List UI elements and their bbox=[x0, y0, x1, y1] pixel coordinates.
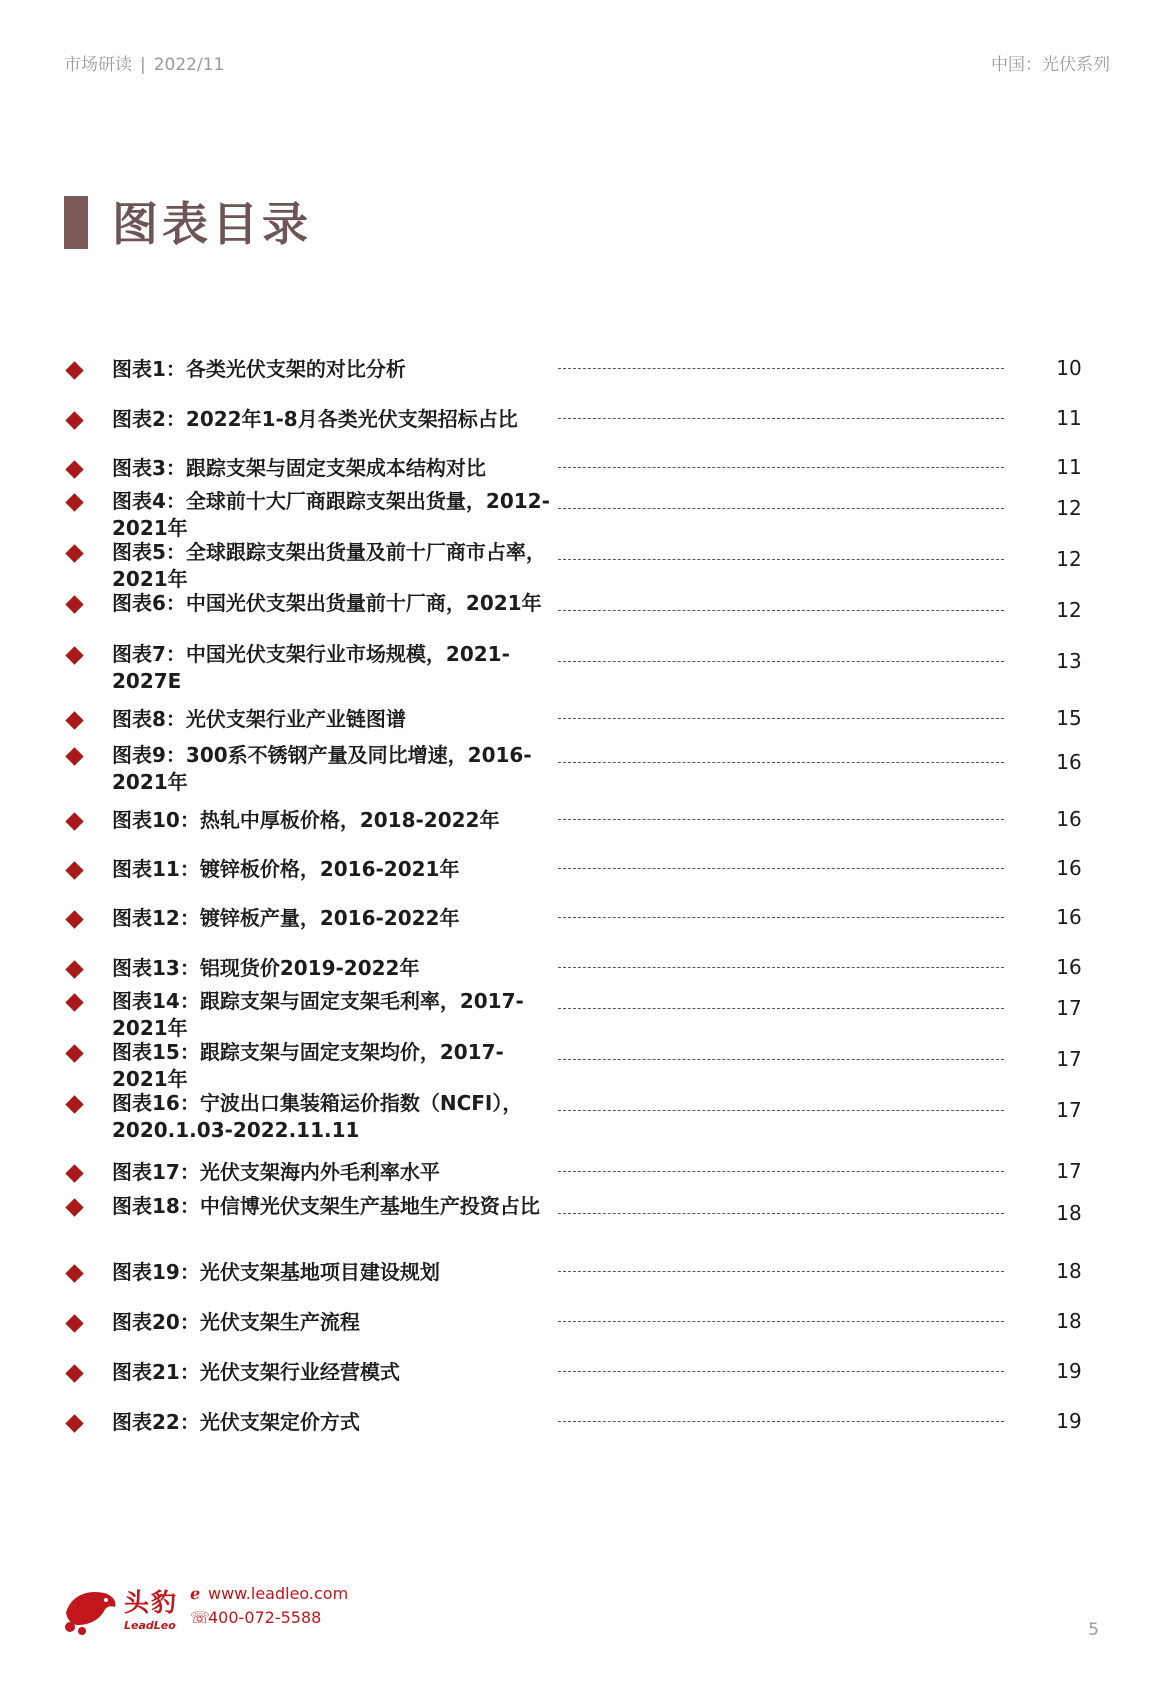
toc-item-page: 19 bbox=[1056, 1359, 1082, 1383]
header-series: 中国：光伏系列 bbox=[991, 55, 1110, 75]
toc-item-page: 15 bbox=[1056, 706, 1082, 730]
header-date: 2022/11 bbox=[153, 55, 225, 75]
diamond-bullet-icon bbox=[65, 960, 83, 978]
page-title: 图表目录 bbox=[112, 197, 312, 251]
dotted-leader bbox=[558, 1059, 1004, 1060]
toc-item-label: 图表5：全球跟踪支架出货量及前十厂商市占率，2021年 bbox=[112, 540, 546, 591]
dotted-leader bbox=[558, 1008, 1004, 1009]
dotted-leader bbox=[558, 868, 1004, 869]
dotted-leader bbox=[558, 368, 1004, 369]
toc-item-page: 10 bbox=[1056, 356, 1082, 380]
toc-item-page: 17 bbox=[1056, 996, 1082, 1020]
title-accent-bar bbox=[64, 196, 88, 249]
diamond-bullet-icon bbox=[65, 711, 83, 729]
dotted-leader bbox=[558, 418, 1004, 419]
dotted-leader bbox=[558, 1321, 1004, 1322]
dotted-leader bbox=[558, 1371, 1004, 1372]
toc-item-label: 图表17：光伏支架海内外毛利率水平 bbox=[112, 1160, 440, 1184]
report-header-left bbox=[64, 50, 224, 75]
toc-item[interactable] bbox=[64, 1194, 1104, 1257]
diamond-bullet-icon bbox=[65, 361, 83, 379]
toc-item-label: 图表1：各类光伏支架的对比分析 bbox=[112, 357, 406, 381]
diamond-bullet-icon bbox=[65, 1414, 83, 1432]
toc-item[interactable] bbox=[64, 1091, 1104, 1154]
dotted-leader bbox=[558, 967, 1004, 968]
phone-contact bbox=[190, 1608, 321, 1627]
toc-item-page: 11 bbox=[1056, 406, 1082, 430]
toc-item-page: 16 bbox=[1056, 856, 1082, 880]
toc-item-label: 图表15：跟踪支架与固定支架均价，2017-2021年 bbox=[112, 1040, 504, 1091]
toc-item[interactable] bbox=[64, 1259, 1104, 1315]
toc-item-page: 17 bbox=[1056, 1159, 1082, 1183]
dotted-leader bbox=[558, 1421, 1004, 1422]
diamond-bullet-icon bbox=[65, 1364, 83, 1382]
diamond-bullet-icon bbox=[65, 812, 83, 830]
toc-item-label: 图表4：全球前十大厂商跟踪支架出货量，2012-2021年 bbox=[112, 489, 550, 540]
toc-item-label: 图表11：镀锌板价格，2016-2021年 bbox=[112, 857, 460, 881]
web-icon: ℯ bbox=[190, 1584, 201, 1603]
dotted-leader bbox=[558, 819, 1004, 820]
toc-item-page: 18 bbox=[1056, 1201, 1082, 1225]
toc-item-page: 16 bbox=[1056, 905, 1082, 929]
toc-item-page: 18 bbox=[1056, 1309, 1082, 1333]
dotted-leader bbox=[558, 661, 1004, 662]
header-separator: | bbox=[140, 55, 146, 75]
website-text: www.leadleo.com bbox=[208, 1584, 349, 1603]
diamond-bullet-icon bbox=[65, 910, 83, 928]
toc-item-label: 图表20：光伏支架生产流程 bbox=[112, 1310, 360, 1334]
toc-item-label: 图表22：光伏支架定价方式 bbox=[112, 1410, 360, 1434]
toc-item-page: 17 bbox=[1056, 1098, 1082, 1122]
website-link[interactable] bbox=[190, 1584, 348, 1603]
toc-item-label: 图表6：中国光伏支架出货量前十厂商，2021年 bbox=[112, 591, 542, 615]
toc-item-page: 12 bbox=[1056, 598, 1082, 622]
header-section: 市场研读 bbox=[64, 55, 132, 75]
toc-item-label: 图表16：宁波出口集装箱运价指数（NCFI），2020.1.03-2022.11.11 bbox=[112, 1091, 523, 1142]
toc-item[interactable] bbox=[64, 642, 1104, 705]
dotted-leader bbox=[558, 610, 1004, 611]
dotted-leader bbox=[558, 718, 1004, 719]
toc-item-page: 12 bbox=[1056, 496, 1082, 520]
toc-item[interactable] bbox=[64, 1359, 1104, 1415]
dotted-leader bbox=[558, 508, 1004, 509]
toc-item-label: 图表14：跟踪支架与固定支架毛利率，2017-2021年 bbox=[112, 989, 524, 1040]
diamond-bullet-icon bbox=[65, 411, 83, 429]
toc-item-label: 图表19：光伏支架基地项目建设规划 bbox=[112, 1260, 440, 1284]
toc-item-page: 18 bbox=[1056, 1259, 1082, 1283]
toc-item-label: 图表3：跟踪支架与固定支架成本结构对比 bbox=[112, 456, 486, 480]
toc-item-label: 图表7：中国光伏支架行业市场规模，2021-2027E bbox=[112, 642, 510, 693]
diamond-bullet-icon bbox=[65, 861, 83, 879]
diamond-bullet-icon bbox=[65, 1314, 83, 1332]
toc-item-page: 11 bbox=[1056, 455, 1082, 479]
dotted-leader bbox=[558, 1271, 1004, 1272]
dotted-leader bbox=[558, 467, 1004, 468]
toc-item-label: 图表13：铝现货价2019-2022年 bbox=[112, 956, 420, 980]
dotted-leader bbox=[558, 1171, 1004, 1172]
toc-item-page: 16 bbox=[1056, 750, 1082, 774]
toc-item[interactable] bbox=[64, 743, 1104, 806]
page-number: 5 bbox=[1088, 1620, 1099, 1640]
diamond-bullet-icon bbox=[65, 1264, 83, 1282]
toc-item[interactable] bbox=[64, 356, 1104, 412]
dotted-leader bbox=[558, 1213, 1004, 1214]
diamond-bullet-icon bbox=[65, 460, 83, 478]
leopard-logo-icon bbox=[60, 1583, 120, 1637]
toc-item-page: 16 bbox=[1056, 955, 1082, 979]
toc-item-page: 12 bbox=[1056, 547, 1082, 571]
phone-icon: ☏ bbox=[190, 1608, 211, 1627]
toc-item-page: 19 bbox=[1056, 1409, 1082, 1433]
toc-item-label: 图表2：2022年1-8月各类光伏支架招标占比 bbox=[112, 407, 518, 431]
toc-item[interactable] bbox=[64, 1409, 1104, 1465]
toc-item[interactable] bbox=[64, 1309, 1104, 1365]
toc-item-page: 17 bbox=[1056, 1047, 1082, 1071]
toc-item-page: 16 bbox=[1056, 807, 1082, 831]
toc-item-label: 图表21：光伏支架行业经营模式 bbox=[112, 1360, 400, 1384]
toc-item-label: 图表9：300系不锈钢产量及同比增速，2016-2021年 bbox=[112, 743, 532, 794]
dotted-leader bbox=[558, 559, 1004, 560]
toc-item-page: 13 bbox=[1056, 649, 1082, 673]
toc-item[interactable] bbox=[64, 905, 1104, 961]
toc-item-label: 图表10：热轧中厚板价格，2018-2022年 bbox=[112, 808, 500, 832]
diamond-bullet-icon bbox=[65, 1164, 83, 1182]
dotted-leader bbox=[558, 762, 1004, 763]
brand-name-en: LeadLeo bbox=[124, 1619, 176, 1632]
toc-item-label: 图表8：光伏支架行业产业链图谱 bbox=[112, 707, 406, 731]
brand-name-cn: 头豹 bbox=[124, 1588, 179, 1617]
dotted-leader bbox=[558, 917, 1004, 918]
phone-text: 400-072-5588 bbox=[208, 1608, 322, 1627]
toc-item-label: 图表18：中信博光伏支架生产基地生产投资占比 bbox=[112, 1194, 540, 1218]
toc-item-label: 图表12：镀锌板产量，2016-2022年 bbox=[112, 906, 460, 930]
dotted-leader bbox=[558, 1110, 1004, 1111]
